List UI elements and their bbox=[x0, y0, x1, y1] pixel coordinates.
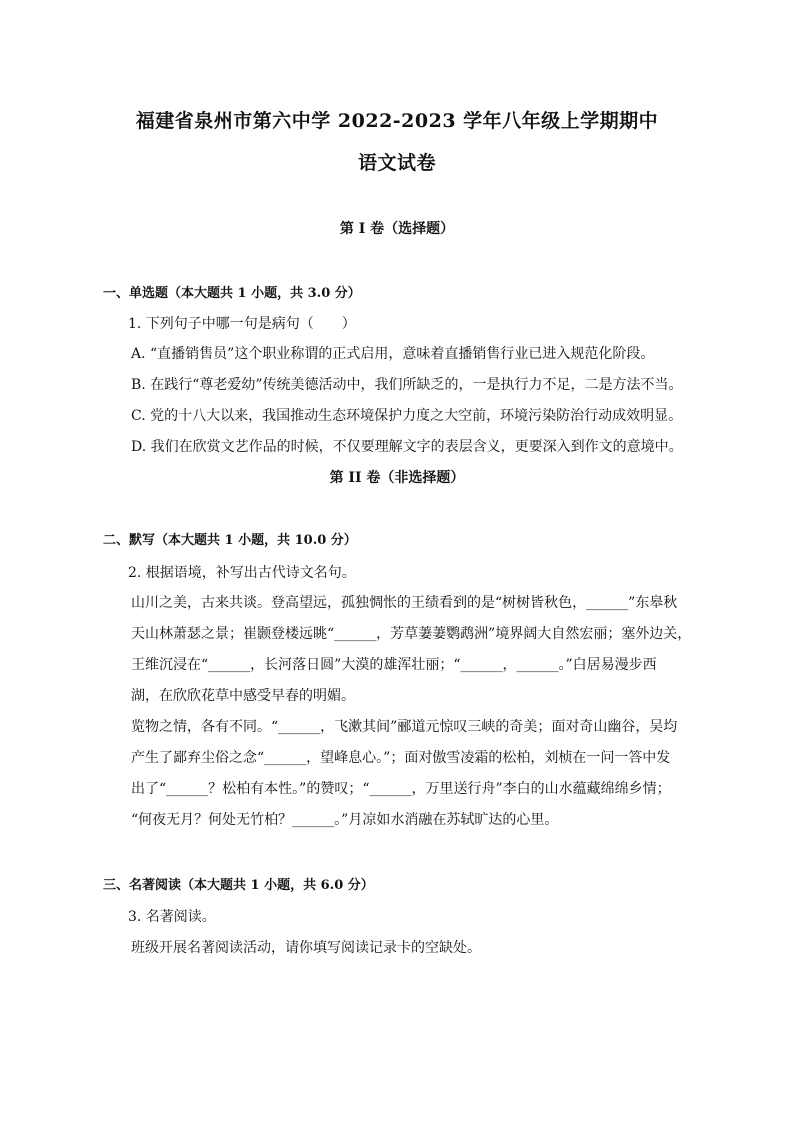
question-1-stem: 1. 下列句子中哪一句是病句（ ） bbox=[128, 316, 356, 332]
question-3-stem: 3. 名著阅读。 bbox=[128, 909, 216, 925]
question-2-line: 出了“______？松柏有本性。”的赞叹；“______，万里送行舟”李白的山水蕴藏绵绵乡情； bbox=[131, 781, 671, 797]
question-2-line: 王维沉浸在“______，长河落日圆”大漠的雄浑壮丽；“______，______。”白居易漫步西 bbox=[131, 657, 657, 673]
question-1-option-b: B. 在践行“尊老爱幼”传统美德活动中，我们所缺乏的，一是执行力不足，二是方法不当。 bbox=[131, 377, 683, 393]
question-2-line: 览物之情，各有不同。“______，飞漱其间”郦道元惊叹三峡的奇美；面对奇山幽谷，吴均 bbox=[131, 719, 678, 735]
question-2-line: 天山林萧瑟之景；崔颢登楼远眺“______，芳草萋萋鹦鹉洲”境界阔大自然宏丽；塞外边关， bbox=[131, 626, 692, 642]
part-two-heading: 第 II 卷（非选择题） bbox=[329, 470, 465, 486]
exam-title-line2: 语文试卷 bbox=[357, 152, 436, 174]
question-2-line: “何夜无月？何处无竹柏？______。”月凉如水消融在苏轼旷达的心里。 bbox=[131, 812, 559, 828]
question-1-option-a: A. “直播销售员”这个职业称谓的正式启用，意味着直播销售行业已进入规范化阶段。 bbox=[131, 346, 655, 362]
question-2-stem: 2. 根据语境，补写出古代诗文名句。 bbox=[128, 565, 356, 581]
question-2-line: 产生了鄙弃尘俗之念“______，望峰息心。”；面对傲雪凌霜的松柏，刘桢在一问一答中发 bbox=[131, 750, 671, 766]
question-1-option-d: D. 我们在欣赏文艺作品的时候，不仅要理解文字的表层含义，更要深入到作文的意境中。 bbox=[131, 439, 683, 455]
section-one-heading: 一、单选题（本大题共 1 小题，共 3.0 分） bbox=[103, 286, 361, 301]
part-one-heading: 第 I 卷（选择题） bbox=[339, 221, 455, 237]
exam-title-line1: 福建省泉州市第六中学 2022-2023 学年八年级上学期期中 bbox=[135, 110, 659, 132]
question-1-option-c: C. 党的十八大以来，我国推动生态环境保护力度之大空前，环境污染防治行动成效明显。 bbox=[131, 408, 683, 424]
question-2-line: 湖，在欣欣花草中感受早春的明媚。 bbox=[131, 688, 355, 704]
question-2-line: 山川之美，古来共谈。登高望远，孤独惆怅的王绩看到的是“树树皆秋色，______”东皋秋 bbox=[131, 595, 678, 611]
section-three-heading: 三、名著阅读（本大题共 1 小题，共 6.0 分） bbox=[103, 878, 374, 893]
question-3-body: 班级开展名著阅读活动，请你填写阅读记录卡的空缺处。 bbox=[131, 940, 481, 956]
section-two-heading: 二、默写（本大题共 1 小题，共 10.0 分） bbox=[103, 533, 357, 548]
